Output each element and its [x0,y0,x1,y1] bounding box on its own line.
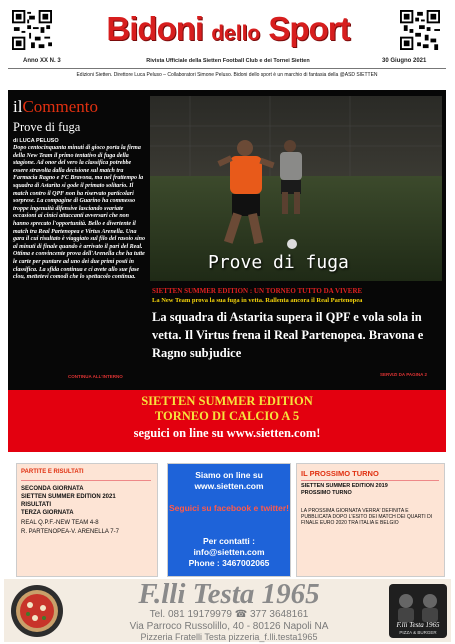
contact-email-link[interactable]: info@sietten.com [193,547,265,557]
masthead-word-3: Sport [268,10,350,47]
commento-heading-main: Commento [22,97,99,116]
staff-credits: Edizioni Sietten. Direttore Luca Peluso – Collaboratori Simone Peluso. Bidoni dello sport è un marchio di fantasia della @ASD SIETTEN [76,72,378,78]
results-divider [21,480,151,481]
pizzeria-logo-left [8,583,66,639]
banner-line-1: SIETTEN SUMMER EDITION [141,394,313,408]
results-line: REAL Q.P.F.-NEW TEAM 4-8 [21,520,99,526]
contact-phone: Phone : 3467002065 [188,558,270,568]
commento-continue-link[interactable]: CONTINUA ALL'INTERNO [68,374,123,379]
results-line: RISULTATI [21,502,51,508]
feature-continue-link[interactable]: SERVIZI DA PAGINA 2 [380,372,428,377]
feature-headline: La squadra di Astarita supera il QPF e vola sola in vetta. Il Virtus frena il Real Partenopea. Bravona e Ragno subjudice [152,310,424,360]
next-round-line-1: SIETTEN SUMMER EDITION 2019 [301,483,388,489]
sponsor-social: Pizzeria Fratelli Testa pizzeria_f.lli.testa1965 [140,632,318,642]
photo-caption: Prove di fuga [208,252,349,273]
masthead-word-1: Bidoni [106,10,204,47]
banner-line-2: TORNEO DI CALCIO A 5 [154,409,300,423]
commento-title: Prove di fuga [13,120,81,134]
sponsor-name: F.lli Testa 1965 [138,578,320,610]
next-round-divider [301,480,439,481]
online-line-1: Siamo on line su [195,470,263,480]
masthead-subtitle: Rivista Ufficiale della Sietten Football Club e dei Tornei Sietten [146,58,310,64]
qr-code-left [12,10,52,50]
pizzeria-logo-right [388,583,448,639]
commento-body: Dopo centocinquanta minuti di gioco porta la firma della New Team il primo tentativo di fuga della stagione. Ad onor del vero la classifica potrebbe essere stravolta dalla decisione sul match tra Farmacia Ragno e FC Bravona, ma nel frattempo la squadra di Astarita si gode il primato solitario. Il match contro il QPF non ha riservato particolari sorprese. La compagine di Guarino ha commesso troppe ingenuità difensive lasciando svariate occasioni ai cinici attaccanti avversari che non hanno sprecato l'opportunità. Bello e divertente il match tra Real Partenopea e Virtus Arenella. Una gara il cui risultato è viaggiato sul filo del rasoio sino al minuti di finale quando è arrivato il pari del Real. Ottima e convincente prova dell'Arenella che ha tutte le carte per puntare ad uno dei due primi posti in classifica. La sfida continua e ci avete allo sue fase clou, mettetevi comodi che lo spettacolo continua. [13,145,146,281]
masthead-title [82,12,374,46]
feature-subkicker: La New Team prova la sua fuga in vetta. Rallenta ancora il Real Partenopea [152,297,363,304]
pizza-logo-icon [8,583,66,639]
logo-right-sub: PIZZA & BURGER [399,630,437,635]
commento-heading-prefix: il [13,97,23,116]
qr-code-right [400,10,440,50]
commento-byline: di LUCA PELUSO [13,138,59,144]
header-divider [8,68,446,69]
online-website-link[interactable]: www.sietten.com [194,481,264,491]
issue-date: 30 Giugno 2021 [382,58,427,64]
masthead-word-2: dello [211,22,261,45]
promo-banner [8,390,446,452]
next-round-box [296,463,445,577]
results-line: SECONDA GIORNATA [21,486,84,492]
next-round-line-2: PROSSIMO TURNO [301,490,352,496]
next-round-text: LA PROSSIMA GIORNATA VERRA' DEFINITA E PUBBLICATA DOPO L'ESITO DEI MATCH DEI QUARTI DI FINALE EURO 2020 TRA ITALIA E BELGIO [301,508,433,526]
results-box [16,463,158,577]
contacts-label: Per contatti : [203,536,255,546]
issue-number: Anno XX N. 3 [23,58,61,64]
commento-heading [13,97,98,117]
social-follow-link[interactable]: Seguici su facebook e twitter! [169,503,289,513]
banner-website-link[interactable]: seguici on line su www.sietten.com! [133,426,321,440]
qr-code-icon [12,10,52,50]
qr-code-icon [400,10,440,50]
feature-kicker: SIETTEN SUMMER EDITION : UN TORNEO TUTTO DA VIVERE [152,287,363,295]
sponsor-phone: Tel. 081 19179979 ☎ 377 3648161 [149,609,309,620]
results-line: R. PARTENOPEA-V. ARENELLA 7-7 [21,529,119,535]
results-line: TERZA GIORNATA [21,510,74,516]
sponsor-address: Via Parroco Russolillo, 40 - 80126 Napoli NA [129,621,329,632]
online-box [167,463,291,577]
results-header: PARTITE E RISULTATI [21,469,84,475]
logo-right-name: F.lli Testa 1965 [396,621,440,629]
results-line: SIETTEN SUMMER EDITION 2021 [21,494,116,500]
next-round-header: IL PROSSIMO TURNO [301,469,379,478]
